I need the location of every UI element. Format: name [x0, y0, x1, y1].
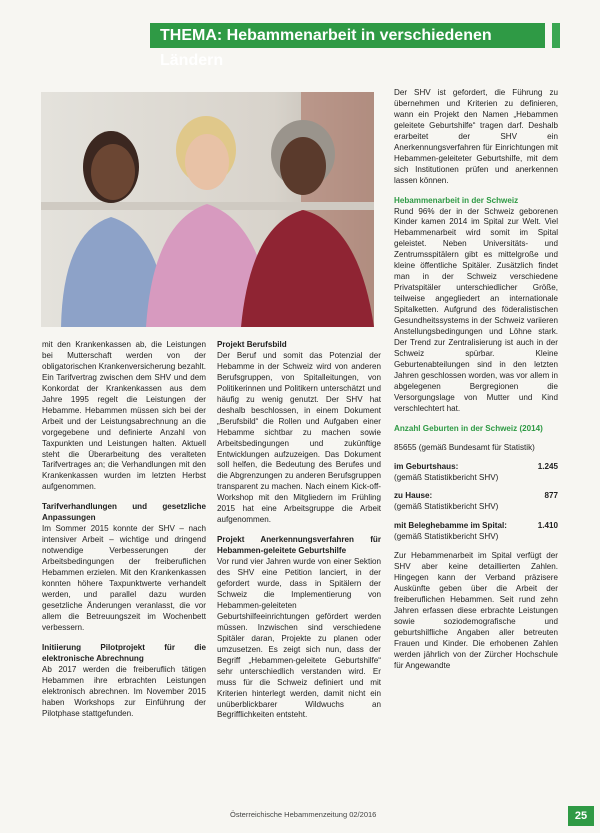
- paragraph: Im Sommer 2015 konnte der SHV – nach intensiver Arbeit – wichtige und dringend notwendige Verbesserungen der Arbeitsbedingungen der freiberuflichen Hebammen erzielen. Mit den Krankenkassen konnten höhere Taxpunktwerte verhandelt werden, und parallel dazu wurden gesetzliche Änderungen veranlasst, die vor allem die Betreuungszeit im Wochenbett verbessern.: [42, 524, 206, 632]
- stat-birth-house: [394, 462, 558, 484]
- stat-label: zu Hause:: [394, 491, 433, 501]
- stat-value: 1.245: [537, 461, 558, 471]
- stat-value: 1.410: [537, 521, 558, 531]
- paragraph: mit den Krankenkassen ab, die Leistungen bei Mutterschaft werden von der obligatorischen Krankenversicherung bezahlt. Ein Tarifvertrag zwischen dem SHV und dem Konkordat der Krankenkassen aus dem Jahre 1995 regelt die Leistungen der Hebamme. Hebammen müssen sich bei der Arbeit und der Leistungsabrechnung an die vorgegebene und definierte Anzahl von Taxpunkten und Leistungen halten. Aktuell steht die Überarbeitung des veralteten Tarifvertrages an; die Verhandlungen mit den Krankenkassen wurden im letzten Herbst aufgenommen.: [42, 340, 206, 492]
- subheading: Hebammenarbeit in der Schweiz: [394, 195, 519, 205]
- subheading: Anzahl Geburten in der Schweiz (2014): [394, 423, 543, 433]
- stat-label: im Geburtshaus:: [394, 461, 459, 471]
- stat-label: mit Beleghebamme im Spital:: [394, 521, 507, 531]
- paragraph: Der Beruf und somit das Potenzial der Hebamme in der Schweiz wird von anderen Berufsgruppen, von Spitalleitungen, von Politikerinnen und Politikern unterschätzt und häufig zu wenig genutzt. Der SHV hat deshalb beschlossen, in einem Dokument „Berufsbild“ die Rollen und Aufgaben einer Hebamme sichtbar zu machen sowie Arbeitsbedingungen und zukünftige Entwicklungen aufzuzeigen. Das Dokument soll helfen, die Bedeutung des Berufes und die Abgrenzungen zu anderen Berufsgruppen transparent zu machen. Nach einem Kick-off-Workshop mit den Mitgliedern im Frühling 2015 hat eine Arbeitsgruppe die Arbeit aufgenommen.: [217, 350, 381, 525]
- stat-source: (gemäß Statistikbericht SHV): [394, 502, 499, 512]
- stat-value: 877: [544, 491, 558, 501]
- text-column-1: [42, 340, 206, 719]
- subheading: Projekt Berufsbild: [217, 340, 287, 349]
- stat-home: [394, 491, 558, 513]
- section-header: THEMA: Hebammenarbeit in verschiedenen Ländern: [150, 23, 545, 48]
- subheading: Initiierung Pilotprojekt für die elektronische Abrechnung: [42, 642, 206, 663]
- subheading: Tarifverhandlungen und gesetzliche Anpassungen: [42, 502, 206, 523]
- paragraph: Rund 96% der in der Schweiz geborenen Kinder kamen 2014 im Spital zur Welt. Viel Hebammenarbeit wird somit im Spital geleistet. Neben Universitäts- und Zentrumsspitälern gibt es mittelgroße und kleine öffentliche Spitäler. Zusätzlich findet man in der Schweiz verschiedene Privatspitäler unterschiedlicher Größe, teilweise angegliedert an internationale Spitalketten. Aufgrund des föderalistischen Gesundheitssystems in der Schweiz variieren Anstellungsbedingungen und Löhne stark. Der Trend zur Zentralisierung ist auch in der Schweiz spürbar. Kleine Geburtenabteilungen sind in den letzten Jahren geschlossen worden, was vor allem in abgelegenen Bergregionen die Versorgungslage von Mutter und Kind verschlechtert hat.: [394, 206, 558, 413]
- photo-three-midwives: [41, 92, 374, 327]
- stat-hospital: [394, 521, 558, 543]
- text-column-2: [217, 340, 381, 721]
- header-accent: [552, 23, 560, 48]
- paragraph: Ab 2017 werden die freiberuflich tätigen Hebammen ihre erbrachten Leistungen elektronisch abrechnen. Im November 2015 haben Workshops zur Einführung der Pilotphase stattgefunden.: [42, 664, 206, 718]
- text-column-3: [394, 88, 558, 672]
- births-total: 85655 (gemäß Bundesamt für Statistik): [394, 442, 535, 452]
- paragraph: Zur Hebammenarbeit im Spital verfügt der SHV aber keine detaillierten Zahlen. Hingegen kann der Verband präzisere Auskünfte geben über die Arbeit der freiberuflichen Hebammen. Seit rund zehn Jahren erfassen diese erbrachte Leistungen sowie soziodemografische und geburtshilfliche Angaben aller betreuten Frauen und Kinder. Die erhobenen Zahlen werden jährlich von der Zürcher Hochschule für Angewandte: [394, 551, 558, 670]
- stat-source: (gemäß Statistikbericht SHV): [394, 472, 499, 482]
- page-number: 25: [568, 806, 594, 826]
- subheading: Projekt Anerkennungsverfahren für Hebammen-geleitete Geburtshilfe: [217, 535, 381, 556]
- footer-journal: Österreichische Hebammenzeitung 02/2016: [230, 810, 377, 819]
- paragraph: Der SHV ist gefordert, die Führung zu übernehmen und Kriterien zu definieren, wann ein Projekt den Namen „Hebammen geleitete Geburtshilfe“ tragen darf. Deshalb erarbeitet der SHV ein Anerkennungsverfahren für Einrichtungen mit Hebammen-geleiteter Geburtshilfe, mit dem sich Institutionen prüfen und anerkennen lassen können.: [394, 88, 558, 185]
- paragraph: Vor rund vier Jahren wurde von einer Sektion des SHV eine Petition lanciert, in der gefordert wurde, dass in Spitälern der Schweiz die Implementierung von Hebammen-geleiteten Geburtshilfeeinrichtungen gefördert werden müssen. Inzwischen sind verschiedene Spitäler daran, Projekte zu planen oder umzusetzen. Es zeigt sich nun, dass der Begriff „Hebammen-geleitete Geburtshilfe“ sehr unterschiedlich verstanden wird. Er muss für die Schweiz definiert und mit Kriterien hinterlegt werden, damit nicht ein unüberblickbarer Wildwuchs an Begrifflichkeiten entsteht.: [217, 557, 381, 720]
- stat-source: (gemäß Statistikbericht SHV): [394, 532, 499, 542]
